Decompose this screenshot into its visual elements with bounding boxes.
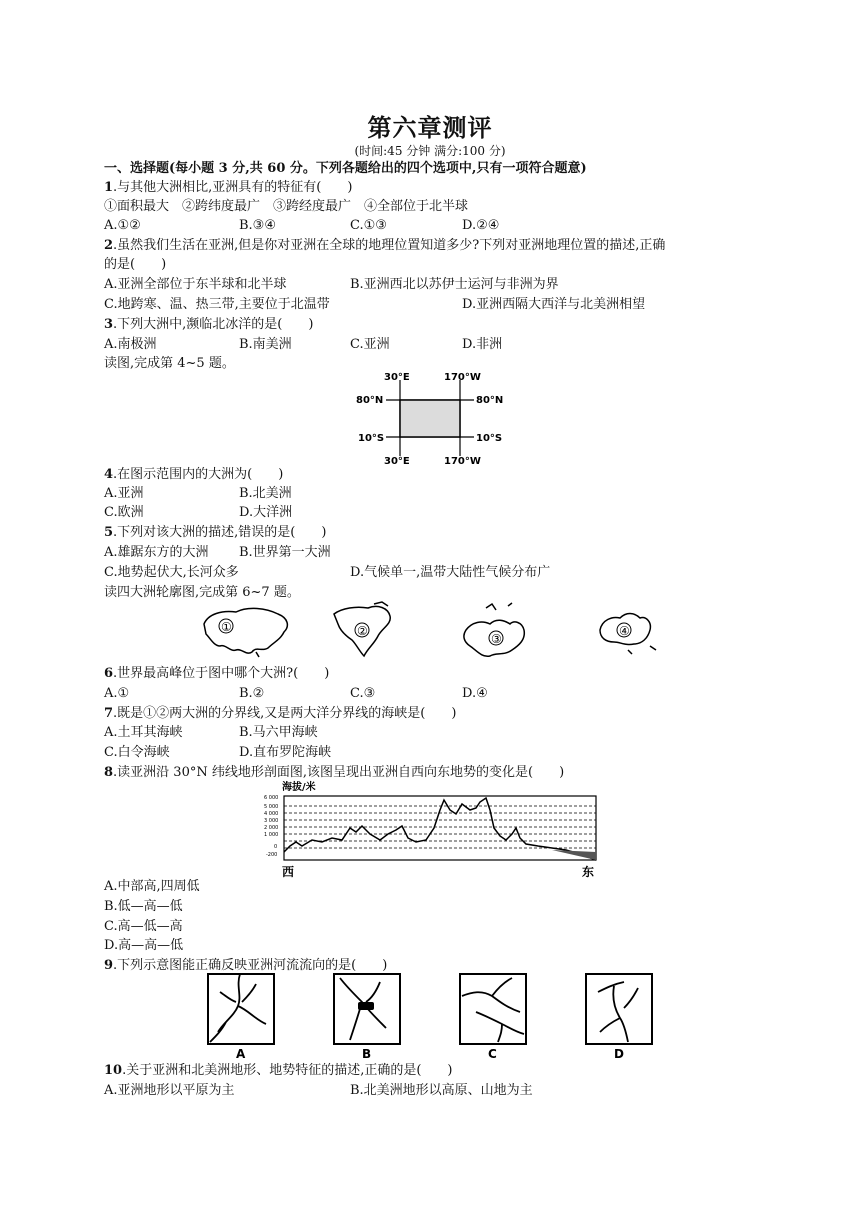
- q3-option-c: C.亚洲: [350, 337, 390, 352]
- q2-option-a: A.亚洲全部位于东半球和北半球: [104, 277, 287, 292]
- continent-4-outline: [594, 602, 664, 658]
- profile-tick-2000: 2 000: [264, 825, 279, 831]
- continent-label-3: ③: [491, 632, 502, 646]
- q5-option-c: C.地势起伏大,长河众多: [104, 565, 239, 580]
- label-top-left: 30°E: [384, 372, 410, 383]
- q1-option-b: B.③④: [239, 218, 276, 233]
- continent-label-1: ①: [221, 620, 232, 634]
- q1-option-c: C.①③: [350, 218, 387, 233]
- q5-option-a: A.雄踞东方的大洲: [104, 545, 209, 560]
- profile-ylabel: 海拔/米: [282, 782, 316, 793]
- q6-option-c: C.③: [350, 686, 376, 701]
- label-b: B: [362, 1047, 372, 1061]
- question-2-cont: 的是( ): [104, 257, 167, 272]
- continent-label-2: ②: [357, 624, 368, 638]
- page-title: 第六章测评: [367, 114, 493, 142]
- profile-tick-0: 0: [274, 844, 278, 850]
- label-d: D: [614, 1047, 624, 1061]
- q7-option-d: D.直布罗陀海峡: [239, 745, 332, 760]
- q8-option-d: D.高—高—低: [104, 938, 184, 953]
- exam-info: (时间:45 分钟 满分:100 分): [354, 144, 506, 158]
- q1-option-a: A.①②: [104, 218, 141, 233]
- q2-option-d: D.亚洲西隔大西洋与北美洲相望: [462, 297, 646, 312]
- label-c: C: [488, 1047, 497, 1061]
- q6-option-a: A.①: [104, 686, 130, 701]
- river-diagram-b: [332, 972, 404, 1062]
- continent-label-4: ④: [619, 624, 630, 638]
- river-diagram-d: [584, 972, 656, 1062]
- q3-option-d: D.非洲: [462, 337, 503, 352]
- question-4: 4.在图示范围内的大洲为( ): [104, 467, 284, 482]
- question-9: 9.下列示意图能正确反映亚洲河流流向的是( ): [104, 958, 388, 973]
- question-5: 5.下列对该大洲的描述,错误的是( ): [104, 525, 327, 540]
- label-bottom-left: 30°E: [384, 456, 410, 466]
- question-8: 8.读亚洲沿 30°N 纬线地形剖面图,该图呈现出亚洲自西向东地势的变化是( ): [104, 765, 565, 780]
- q5-option-b: B.世界第一大洲: [239, 545, 331, 560]
- q10-option-a: A.亚洲地形以平原为主: [104, 1083, 235, 1098]
- q4-option-a: A.亚洲: [104, 486, 144, 501]
- label-left-top: 80°N: [356, 395, 384, 406]
- q6-option-b: B.②: [239, 686, 265, 701]
- question-7: 7.既是①②两大洲的分界线,又是两大洋分界线的海峡是( ): [104, 706, 457, 721]
- q4-option-d: D.大洋洲: [239, 505, 293, 520]
- q5-option-d: D.气候单一,温带大陆性气候分布广: [350, 565, 551, 580]
- q7-option-b: B.马六甲海峡: [239, 725, 318, 740]
- profile-tick-neg200: -200: [266, 852, 278, 858]
- profile-tick-5000: 5 000: [264, 804, 279, 810]
- q8-option-a: A.中部高,四周低: [104, 879, 200, 894]
- label-bottom-right: 170°W: [444, 456, 481, 466]
- profile-tick-6000: 6 000: [264, 795, 279, 801]
- shaded-region: [400, 400, 460, 437]
- q3-option-b: B.南美洲: [239, 337, 292, 352]
- question-3: 3.下列大洲中,濒临北冰洋的是( ): [104, 317, 314, 332]
- profile-tick-4000: 4 000: [264, 811, 279, 817]
- q2-option-b: B.亚洲西北以苏伊士运河与非洲为界: [350, 277, 559, 292]
- continent-2-outline: [330, 600, 400, 662]
- terrain-profile-figure: [262, 780, 602, 880]
- profile-east-label: 东: [582, 865, 595, 879]
- intro-4-5: 读图,完成第 4~5 题。: [104, 356, 235, 371]
- q10-option-b: B.北美洲地形以高原、山地为主: [350, 1083, 533, 1098]
- q7-option-a: A.土耳其海峡: [104, 725, 183, 740]
- question-6: 6.世界最高峰位于图中哪个大洲?( ): [104, 666, 330, 681]
- river-diagram-a: [206, 972, 278, 1062]
- intro-6-7: 读四大洲轮廓图,完成第 6~7 题。: [104, 585, 300, 600]
- q4-option-b: B.北美洲: [239, 486, 292, 501]
- q1-option-d: D.②④: [462, 218, 500, 233]
- q6-option-d: D.④: [462, 686, 488, 701]
- label-right-bottom: 10°S: [476, 433, 503, 444]
- label-top-right: 170°W: [444, 372, 481, 383]
- q8-option-c: C.高—低—高: [104, 919, 183, 934]
- profile-tick-3000: 3 000: [264, 818, 279, 824]
- question-1: 1.与其他大洲相比,亚洲具有的特征有( ): [104, 180, 353, 195]
- q7-option-c: C.白令海峡: [104, 745, 170, 760]
- q2-option-c: C.地跨寒、温、热三带,主要位于北温带: [104, 297, 330, 312]
- profile-west-label: 西: [282, 865, 295, 879]
- label-left-bottom: 10°S: [358, 433, 385, 444]
- question-1-statements: ①面积最大 ②跨纬度最广 ③跨经度最广 ④全部位于北半球: [104, 199, 469, 214]
- q4-option-c: C.欧洲: [104, 505, 144, 520]
- label-right-top: 80°N: [476, 395, 504, 406]
- latlon-box-figure: [350, 368, 510, 466]
- question-2: 2.虽然我们生活在亚洲,但是你对亚洲在全球的地理位置知道多少?下列对亚洲地理位置的描述,正确: [104, 238, 666, 253]
- river-diagram-c: [458, 972, 530, 1062]
- continent-3-outline: [456, 600, 536, 662]
- label-a: A: [236, 1047, 246, 1061]
- section-heading: 一、选择题(每小题 3 分,共 60 分。下列各题给出的四个选项中,只有一项符合题意): [104, 161, 587, 176]
- continent-1-outline: [196, 600, 296, 658]
- profile-tick-1000: 1 000: [264, 832, 279, 838]
- question-10: 10.关于亚洲和北美洲地形、地势特征的描述,正确的是( ): [104, 1063, 453, 1078]
- q8-option-b: B.低—高—低: [104, 899, 183, 914]
- q3-option-a: A.南极洲: [104, 337, 157, 352]
